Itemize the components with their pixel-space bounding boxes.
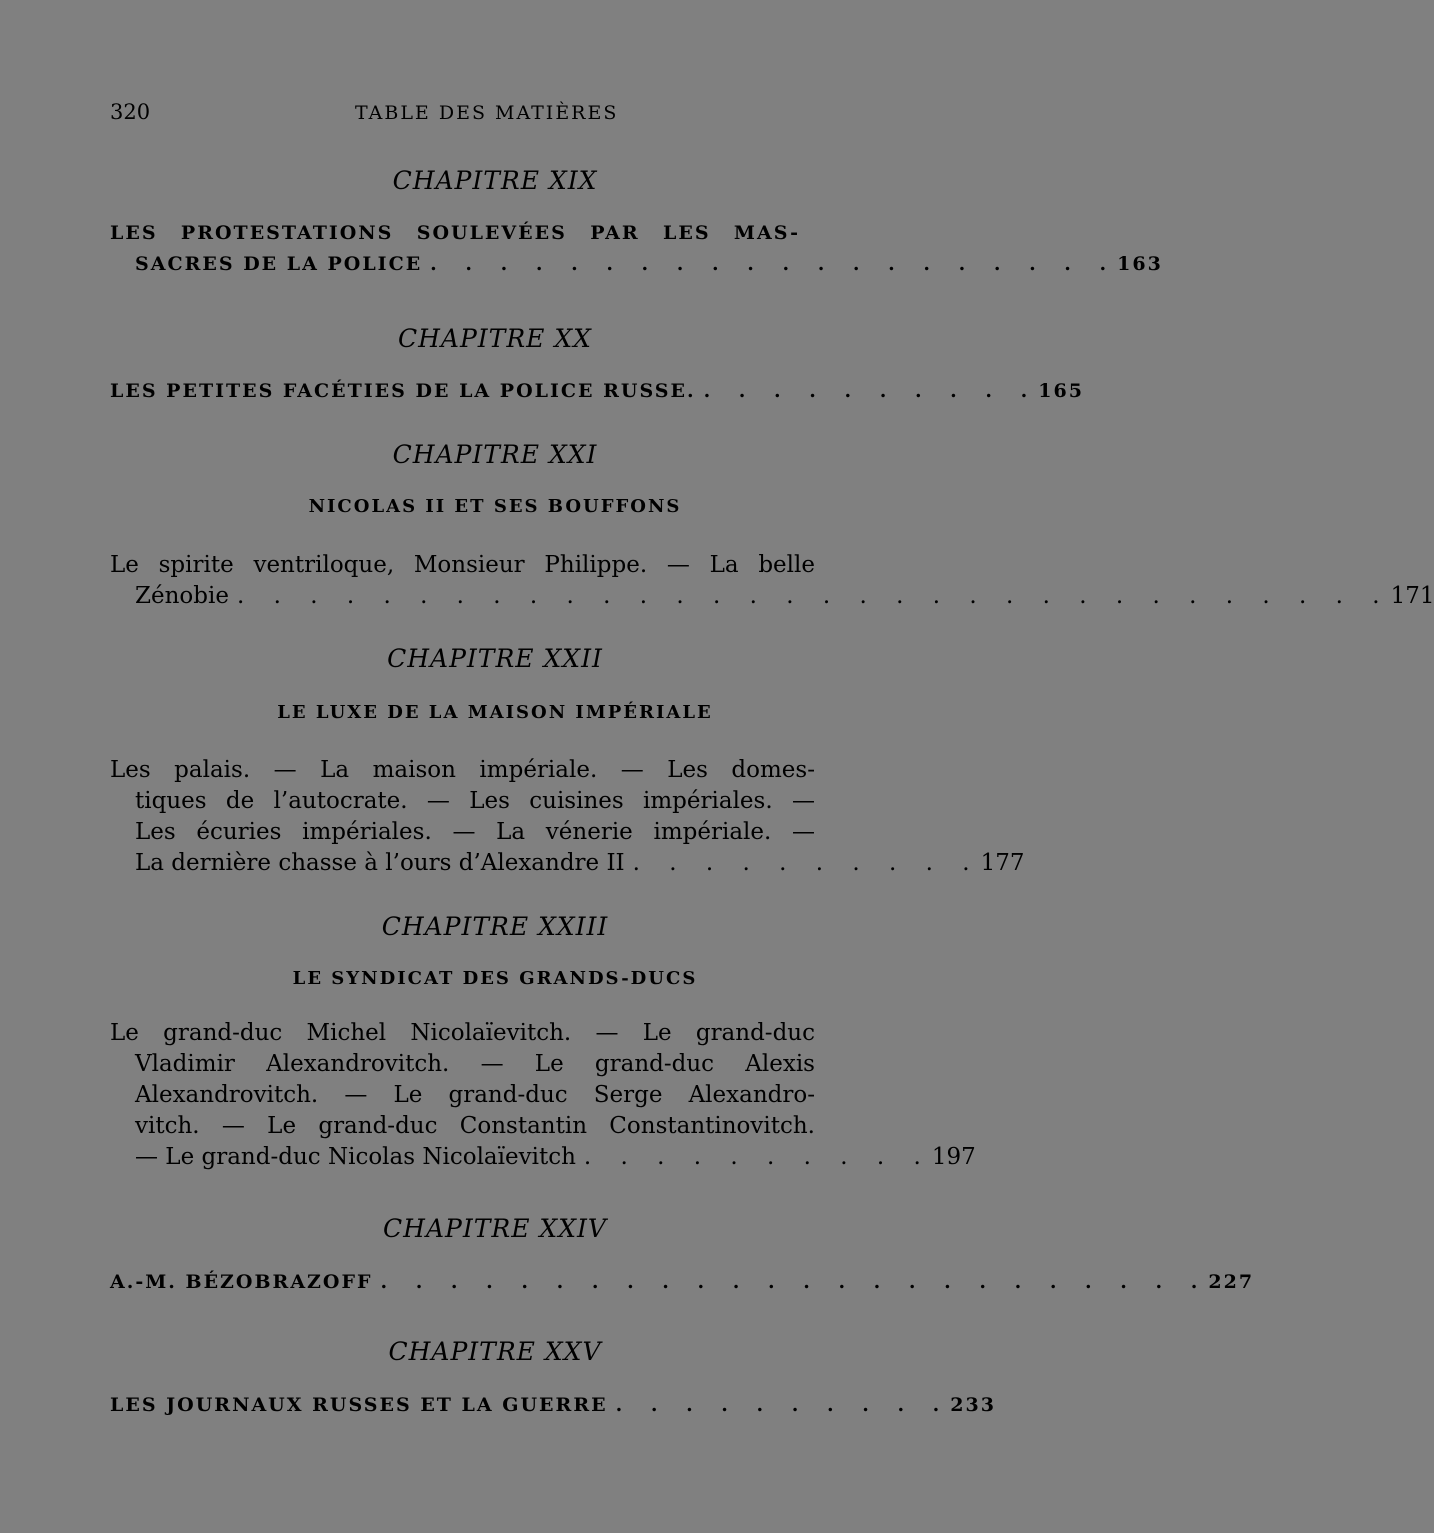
entry-last-line — [110, 1142, 976, 1173]
entry-line: Les palais. — La maison impériale. — Les domes- — [110, 757, 815, 783]
chapter-heading: CHAPITRE XX — [398, 324, 592, 353]
entry-line: LES PROTESTATIONS SOULEVÉES PAR LES MAS- — [110, 222, 800, 244]
entry-page-number: 171 — [1390, 583, 1434, 609]
entry-page-number: 233 — [950, 1394, 996, 1416]
entry-last-line — [110, 1267, 1255, 1298]
entry-line: tiques de l’autocrate. — Les cuisines impériales. — — [135, 788, 815, 814]
entry-page-number: 163 — [1117, 253, 1163, 275]
chapter-heading: CHAPITRE XXV — [388, 1337, 602, 1366]
entry-text: LES PETITES FACÉTIES DE LA POLICE RUSSE. — [110, 380, 696, 402]
leader-dots: . . . . . . . . . . . . . . . . . . . . — [430, 253, 1118, 275]
entry-page-number: 197 — [931, 1144, 976, 1170]
chapter-subtitle: LE LUXE DE LA MAISON IMPÉRIALE — [277, 702, 713, 723]
entry-line: vitch. — Le grand-duc Constantin Constantinovitch. — [135, 1113, 815, 1139]
entry-page-number: 177 — [980, 850, 1025, 876]
leader-dots: . . . . . . . . . . — [703, 380, 1039, 402]
toc-entry — [110, 1018, 976, 1173]
chapter-heading: CHAPITRE XXII — [387, 644, 603, 673]
entry-text: A.-M. BÉZOBRAZOFF — [110, 1271, 373, 1293]
chapter-heading: CHAPITRE XXI — [392, 440, 598, 469]
leader-dots: . . . . . . . . . . — [632, 850, 981, 876]
chapter-subtitle: NICOLAS II ET SES BOUFFONS — [308, 496, 682, 517]
leader-dots: . . . . . . . . . . . . . . . . . . . . . . . . — [380, 1271, 1209, 1293]
leader-dots: . . . . . . . . . . — [583, 1144, 932, 1170]
running-title: TABLE DES MATIÈRES — [355, 102, 619, 124]
entry-page-number: 227 — [1208, 1271, 1255, 1293]
toc-entry — [110, 755, 1025, 879]
entry-line: Le grand-duc Michel Nicolaïevitch. — Le grand-duc — [110, 1020, 815, 1046]
chapter-heading: CHAPITRE XXIII — [381, 912, 609, 941]
page-header — [110, 100, 880, 130]
entry-last-line — [110, 581, 1434, 612]
entry-page-number: 165 — [1038, 380, 1084, 402]
entry-last-line — [110, 249, 1163, 280]
entry-text: — Le grand-duc Nicolas Nicolaïevitch — [135, 1144, 576, 1170]
toc-entry — [110, 1390, 996, 1421]
entry-text: La dernière chasse à l’ours d’Alexandre II — [135, 850, 625, 876]
entry-line: Les écuries impériales. — La vénerie impériale. — — [135, 819, 815, 845]
toc-entry — [110, 550, 1434, 612]
chapter-heading: CHAPITRE XIX — [392, 166, 598, 195]
entry-line: Le spirite ventriloque, Monsieur Philippe. — La belle — [110, 552, 815, 578]
entry-last-line — [110, 848, 1025, 879]
entry-line: Alexandrovitch. — Le grand-duc Serge Alexandro- — [135, 1082, 815, 1108]
entry-last-line — [110, 1390, 996, 1421]
leader-dots: . . . . . . . . . . — [615, 1394, 951, 1416]
entry-text: LES JOURNAUX RUSSES ET LA GUERRE — [110, 1394, 608, 1416]
entry-text: SACRES DE LA POLICE — [135, 253, 423, 275]
leader-dots: . . . . . . . . . . . . . . . . . . . . . . . . . . . . . . . . — [236, 583, 1391, 609]
entry-last-line — [110, 376, 1084, 407]
page-number: 320 — [110, 100, 151, 124]
chapter-subtitle: LE SYNDICAT DES GRANDS-DUCS — [292, 968, 698, 989]
toc-entry — [110, 1267, 1255, 1298]
chapter-heading: CHAPITRE XXIV — [383, 1214, 607, 1243]
entry-line: Vladimir Alexandrovitch. — Le grand-duc Alexis — [135, 1051, 815, 1077]
toc-entry — [110, 218, 1163, 280]
entry-text: Zénobie — [135, 583, 229, 609]
toc-entry — [110, 376, 1084, 407]
